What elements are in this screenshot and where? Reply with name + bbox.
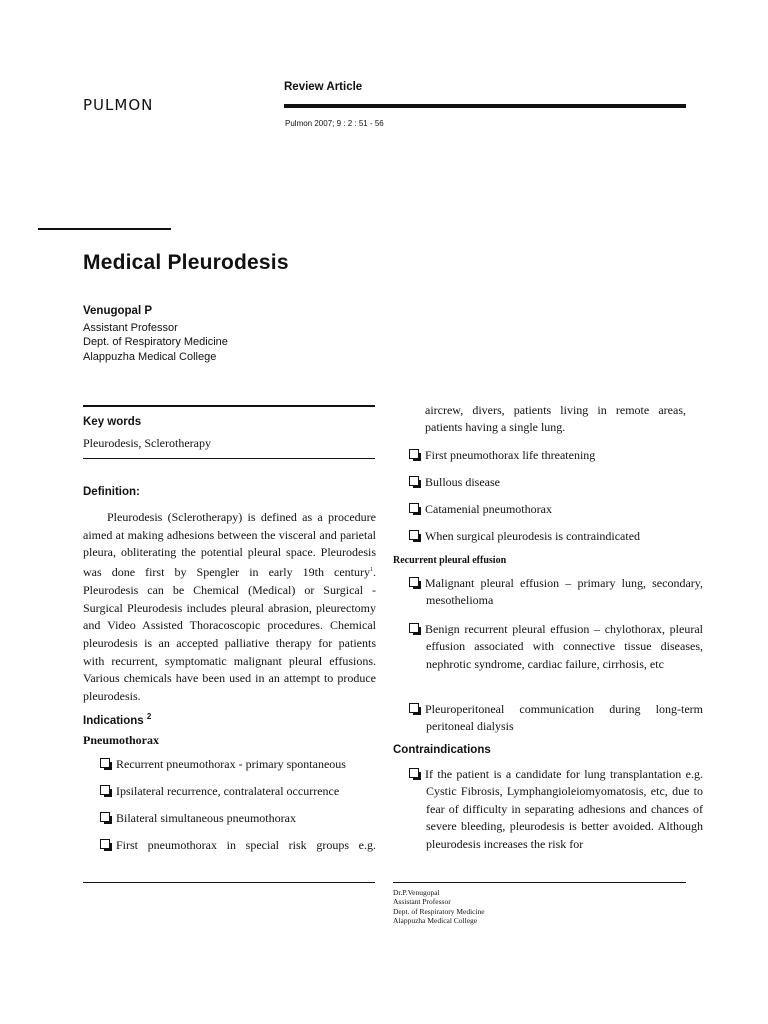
- checkbox-bullet-icon: [409, 577, 419, 587]
- checkbox-bullet-icon: [100, 812, 110, 822]
- article-type: Review Article: [284, 81, 363, 93]
- footnote-line: Dr.P.Venugopal: [393, 888, 440, 897]
- indications-heading: Indications $^2$: [83, 712, 152, 727]
- title-rule: [38, 228, 171, 230]
- list-item: First pneumothorax life threatening: [409, 447, 686, 464]
- checkbox-bullet-icon: [409, 476, 419, 486]
- affiliation-line: Alappuzha Medical College: [83, 350, 217, 363]
- definition-heading: Definition:: [83, 486, 140, 498]
- list-item: First pneumothorax in special risk groups e.g.: [100, 837, 376, 854]
- definition-text: Pleurodesis (Sclerotherapy) is defined as a procedure aimed at making adhesions between the visceral and parietal pleura, obliterating the potential pleural space. Pleurodesis was done first by Spengler in early 19th century: [83, 510, 376, 580]
- definition-paragraph: [83, 509, 376, 706]
- checkbox-bullet-icon: [409, 503, 419, 513]
- list-item: Malignant pleural effusion – primary lung, secondary, mesothelioma: [409, 575, 703, 610]
- list-item: Pleuroperitoneal communication during long-term peritoneal dialysis: [409, 701, 703, 736]
- continuation-text: aircrew, divers, patients living in remote areas, patients having a single lung.: [425, 403, 686, 435]
- list-item: When surgical pleurodesis is contraindicated: [409, 528, 686, 545]
- checkbox-bullet-icon: [409, 768, 419, 778]
- journal-name: PULMON: [83, 96, 154, 114]
- list-item: Catamenial pneumothorax: [409, 501, 686, 518]
- checkbox-bullet-icon: [409, 530, 419, 540]
- reference-marker: 1: [370, 567, 373, 574]
- checkbox-bullet-icon: [409, 449, 419, 459]
- pneumothorax-heading: Pneumothorax: [83, 733, 159, 747]
- list-item: Benign recurrent pleural effusion – chylothorax, pleural effusion associated with connective tissue diseases, nephrotic syndrome, cardiac failure, cirrhosis, etc: [409, 621, 703, 673]
- footnote: [393, 888, 485, 926]
- citation: Pulmon 2007; 9 : 2 : 51 - 56: [285, 119, 384, 128]
- author-affiliation: [83, 321, 228, 364]
- keywords-top-rule: [83, 405, 375, 407]
- definition-text: . Pleurodesis can be Chemical (Medical) or Surgical - Surgical Pleurodesis includes pleural abrasion, pleurectomy and Video Assisted Thoracoscopic procedures. Chemical pleurodesis is an accepted palliative therapy for patients with recurrent, symptomatic malignant pleural effusions. Various chemicals have been used in an attempt to produce pleurodesis.: [83, 565, 376, 704]
- list-item: Recurrent pneumothorax - primary spontaneous: [100, 756, 376, 773]
- affiliation-line: Assistant Professor: [83, 322, 178, 334]
- footer-rule: [83, 882, 375, 883]
- list-item: Ipsilateral recurrence, contralateral occurrence: [100, 783, 376, 800]
- footnote-rule: [393, 882, 686, 883]
- checkbox-bullet-icon: [100, 758, 110, 768]
- keywords-heading: Key words: [83, 416, 142, 428]
- list-item: Bullous disease: [409, 474, 686, 491]
- footnote-line: Assistant Professor: [393, 897, 451, 907]
- list-item: Bilateral simultaneous pneumothorax: [100, 810, 376, 827]
- affiliation-line: Dept. of Respiratory Medicine: [83, 336, 228, 349]
- author-name: Venugopal P: [83, 305, 153, 317]
- footnote-line: Alappuzha Medical College: [393, 916, 478, 926]
- checkbox-bullet-icon: [100, 839, 110, 849]
- article-title: Medical Pleurodesis: [83, 251, 289, 274]
- checkbox-bullet-icon: [409, 623, 419, 633]
- footnote-line: Dept. of Respiratory Medicine: [393, 906, 485, 916]
- list-item: If the patient is a candidate for lung transplantation e.g. Cystic Fibrosis, Lymphangioleiomyomatosis, etc, due to fear of difficulty in separating adhesions and chances of severe bleeding, pleurodesis is better avoided. Although pleurodesis increases the risk for: [409, 766, 703, 853]
- keywords-text: Pleurodesis, Sclerotherapy: [83, 436, 211, 450]
- reference-marker: 2: [146, 712, 152, 721]
- header-rule: [284, 104, 686, 108]
- keywords-bottom-rule: [83, 458, 375, 459]
- checkbox-bullet-icon: [409, 703, 419, 713]
- contraindications-heading: Contraindications: [393, 744, 491, 756]
- checkbox-bullet-icon: [100, 785, 110, 795]
- effusion-heading: Recurrent pleural effusion: [393, 555, 507, 566]
